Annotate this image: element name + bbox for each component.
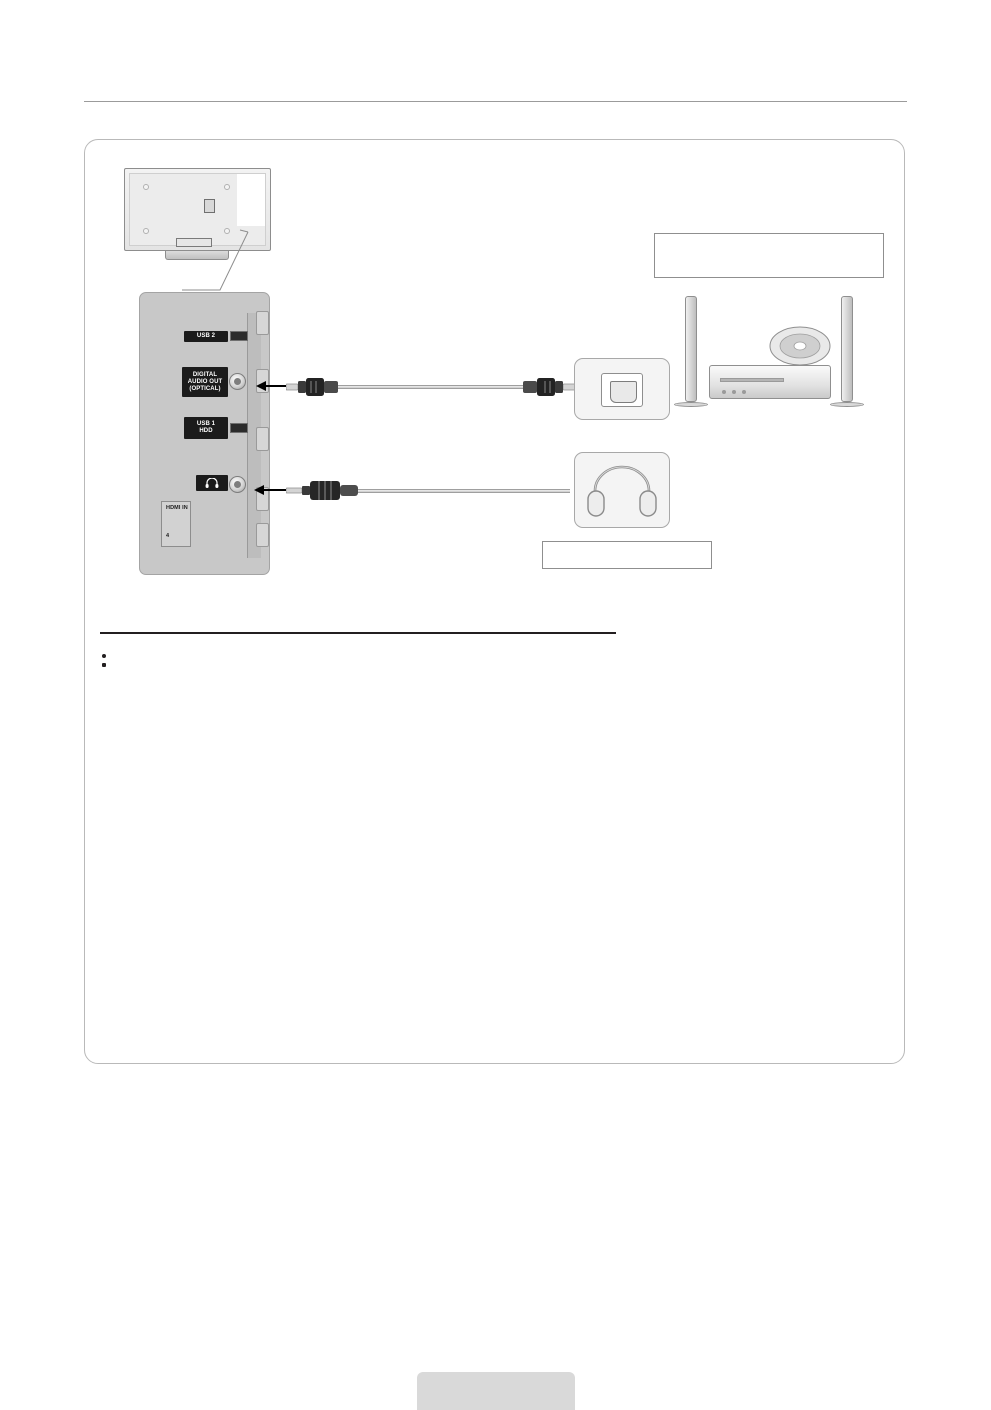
footer-page-number <box>417 1372 575 1410</box>
hdmi-in-label-text: HDMI IN <box>166 505 188 511</box>
left-speaker-tower <box>685 296 697 402</box>
tv-dot-1 <box>143 184 149 190</box>
headphones-device <box>574 452 670 528</box>
headphones-icon <box>586 461 658 519</box>
headphone-cable <box>355 489 570 493</box>
headphone-caption-box <box>542 541 712 569</box>
hdmi-in-label <box>166 505 188 511</box>
hdmi-in-number-text: 4 <box>166 533 170 539</box>
optical-plug-tv-end <box>286 373 338 401</box>
home-theatre-system-illustration <box>673 296 887 454</box>
usb2-label-text: USB 2 <box>196 333 216 339</box>
tv-dot-2 <box>224 184 230 190</box>
left-speaker-base <box>674 402 708 407</box>
tv-dot-3 <box>143 228 149 234</box>
optical-cable-arrow-icon <box>256 380 290 392</box>
tv-side-jack-panel <box>139 292 270 575</box>
player-indicator-3 <box>742 390 746 394</box>
header-divider <box>84 101 907 102</box>
player-indicator-1 <box>722 390 726 394</box>
headphone-jack-label <box>196 475 228 491</box>
strip-notch-1 <box>256 311 269 335</box>
note-list <box>100 648 860 657</box>
strip-notch-5 <box>256 523 269 547</box>
note-section-divider <box>100 632 616 634</box>
headphone-jack <box>229 476 246 493</box>
usb2-port <box>230 331 248 341</box>
usb1-label-line-2: HDD <box>199 428 213 434</box>
optical-plug-device-end <box>523 373 575 401</box>
usb1-port <box>230 423 248 433</box>
usb1-label-line-1: USB 1 <box>196 421 216 427</box>
right-speaker-tower <box>841 296 853 402</box>
disc-icon <box>769 326 831 366</box>
home-theatre-player <box>709 365 831 399</box>
optical-audio-input-device <box>574 358 670 420</box>
television-illustration <box>124 168 271 265</box>
optical-input-port <box>601 373 643 407</box>
optical-input-port-inner <box>610 381 637 403</box>
player-indicator-2 <box>732 390 736 394</box>
tv-side-jack-cluster <box>204 199 215 213</box>
tv-white-panel <box>237 174 265 226</box>
digital-audio-out-optical-jack <box>229 373 246 390</box>
usb2-label <box>184 331 228 342</box>
digital-audio-out-line-3: (OPTICAL) <box>189 385 221 392</box>
digital-audio-out-optical-label <box>182 367 228 397</box>
player-disc-slot <box>720 378 784 382</box>
digital-audio-out-line-2: AUDIO OUT <box>187 378 223 385</box>
digital-audio-out-line-1: DIGITAL <box>192 371 218 378</box>
tv-stand <box>165 251 229 260</box>
usb1-hdd-label <box>184 417 228 439</box>
strip-notch-3 <box>256 427 269 451</box>
tv-dot-4 <box>224 228 230 234</box>
headphone-icon <box>205 478 219 488</box>
right-speaker-base <box>830 402 864 407</box>
headphone-plug <box>286 475 358 507</box>
hdmi-in-number <box>166 533 169 539</box>
home-theatre-caption-box <box>654 233 884 278</box>
optical-cable <box>330 385 546 389</box>
headphone-cable-arrow-icon <box>254 484 288 496</box>
tv-bottom-jack-cluster <box>176 238 212 247</box>
